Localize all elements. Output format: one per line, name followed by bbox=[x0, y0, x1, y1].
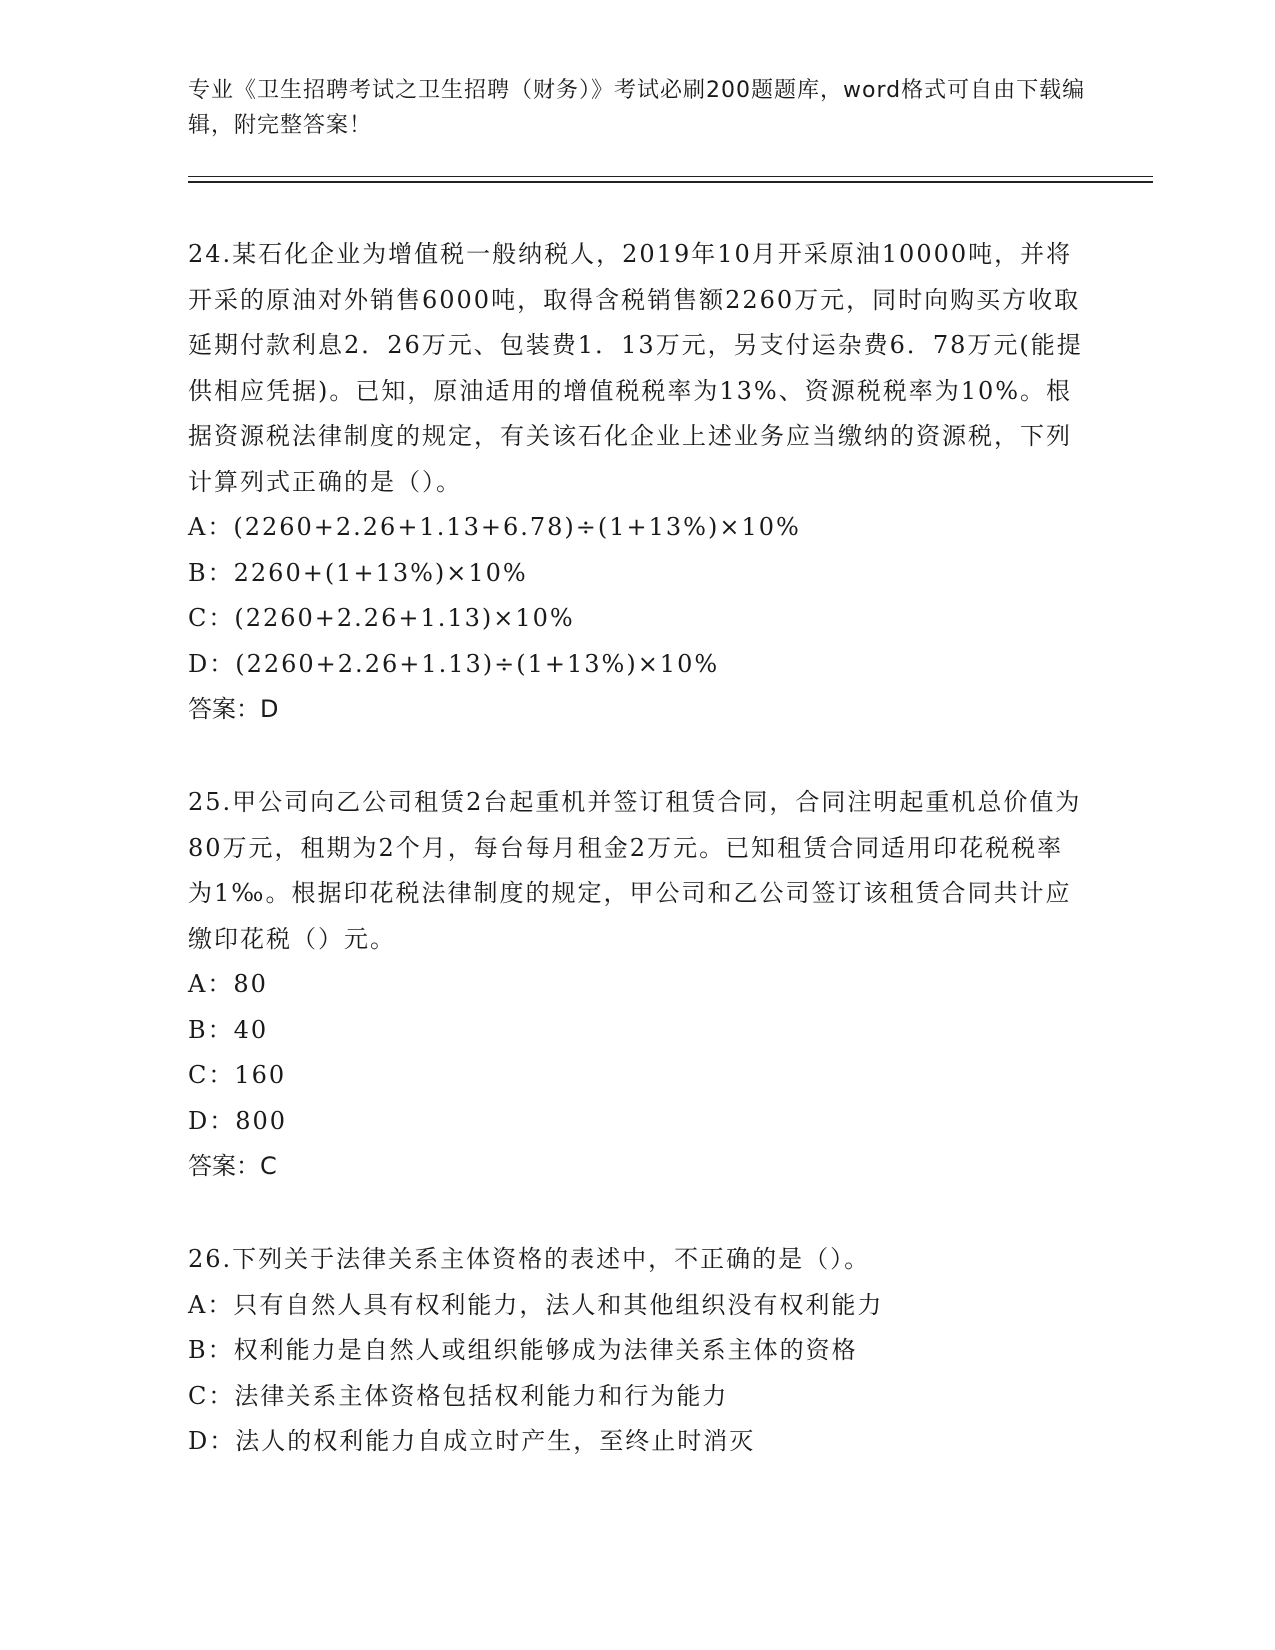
document-header: 专业《卫生招聘考试之卫生招聘（财务）》考试必刷200题题库，word格式可自由下载编辑，附完整答案！ bbox=[188, 78, 1086, 138]
option-c: C：(2260+2.26+1.13)×10% bbox=[188, 604, 575, 632]
option-a: A：只有自然人具有权利能力，法人和其他组织没有权利能力 bbox=[188, 1290, 884, 1319]
option-d: D：(2260+2.26+1.13)÷(1+13%)×10% bbox=[188, 649, 720, 678]
option-d: D：800 bbox=[188, 1106, 288, 1135]
question-stem: 25.甲公司向乙公司租赁2台起重机并签订租赁合同，合同注明起重机总价值为80万元，租期为2个月，每台每月租金2万元。已知租赁合同适用印花税税率为1‰。根据印花税法律制度的规定，甲公司和乙公司签订该租赁合同共计应缴印花税（）元。 bbox=[188, 788, 1082, 953]
option-a: A：(2260+2.26+1.13+6.78)÷(1+13%)×10% bbox=[188, 513, 801, 541]
option-a: A：80 bbox=[188, 970, 268, 998]
question-26 bbox=[188, 1237, 1088, 1465]
option-c: C：法律关系主体资格包括权利能力和行为能力 bbox=[188, 1381, 729, 1410]
option-b: B：40 bbox=[188, 1015, 269, 1044]
question-stem: 26.下列关于法律关系主体资格的表述中，不正确的是（）。 bbox=[188, 1245, 871, 1273]
question-25 bbox=[188, 780, 1088, 1190]
option-c: C：160 bbox=[188, 1061, 287, 1089]
question-stem: 24.某石化企业为增值税一般纳税人，2019年10月开采原油10000吨，并将开采的原油对外销售6000吨，取得含税销售额2260万元，同时向购买方收取延期付款利息2．26万元、包装费1．13万元，另支付运杂费6．78万元(能提供相应凭据)。已知，原油适用的增值税税率为13%、资源税税率为10%。根据资源税法律制度的规定，有关该石化企业上述业务应当缴纳的资源税，下列计算列式正确的是（）。 bbox=[188, 240, 1083, 496]
answer: 答案：D bbox=[188, 695, 279, 723]
header-divider-top bbox=[188, 176, 1153, 177]
answer: 答案：C bbox=[188, 1152, 277, 1180]
option-b: B：权利能力是自然人或组织能够成为法律关系主体的资格 bbox=[188, 1336, 858, 1364]
option-d: D：法人的权利能力自成立时产生，至终止时消灭 bbox=[188, 1427, 756, 1455]
header-divider-bottom bbox=[188, 181, 1153, 183]
option-b: B：2260+(1+13%)×10% bbox=[188, 558, 528, 587]
question-24 bbox=[188, 232, 1088, 733]
